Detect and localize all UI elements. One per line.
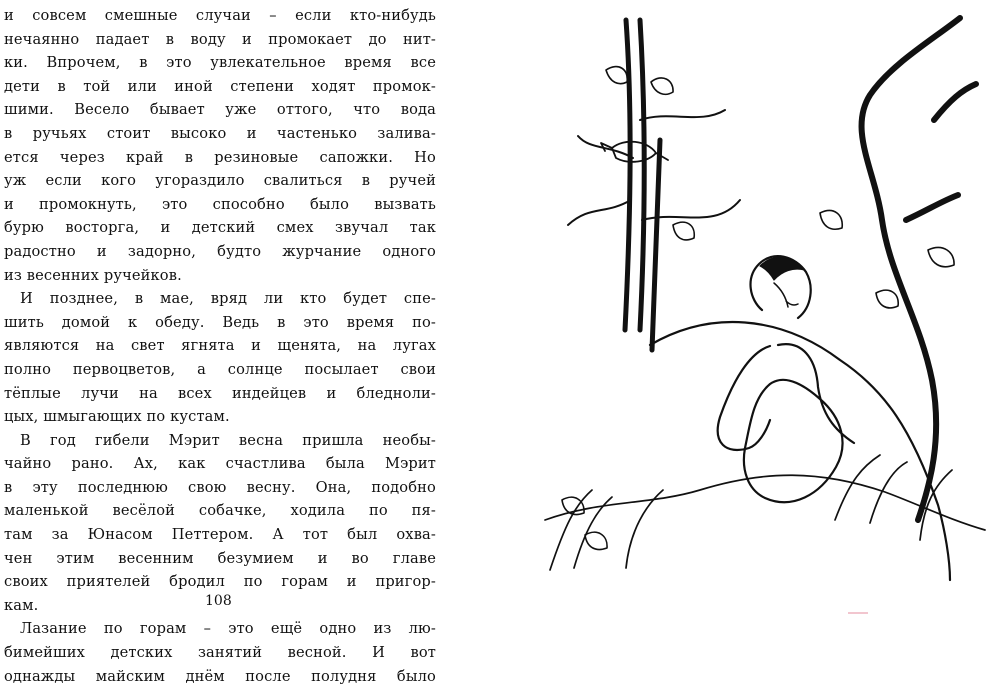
- boy-face: [774, 283, 798, 307]
- text-line: являются на свет ягнята и щенята, на лугах: [4, 337, 436, 355]
- text-line: нечаянно падает в воду и промокает до нит-: [4, 30, 436, 48]
- text-line: и совсем смешные случаи – если кто-нибудь: [4, 7, 436, 24]
- text-line: цых, шмыгающих по кустам.: [4, 408, 230, 426]
- text-line: ки. Впрочем, в это увлекательное время все: [4, 54, 436, 72]
- text-line: своих приятелей бродил по горам и пригор-: [4, 573, 436, 591]
- text-line: полно первоцветов, а солнце посылает свои: [4, 360, 436, 378]
- page-number: 108: [205, 593, 232, 609]
- boy-hair: [760, 257, 805, 280]
- book-text-column: [4, 4, 436, 688]
- boy-in-forest-illustration: [530, 0, 991, 618]
- paragraph-start-line: И позднее, в мае, вряд ли кто будет спе-: [20, 290, 436, 308]
- text-line: чайно рано. Ах, как счастлива была Мэрит: [4, 455, 436, 473]
- text-line: однажды майским днём после полудня было: [4, 667, 436, 685]
- scan-mark: [848, 612, 868, 614]
- crooked-right-trunk: [862, 18, 976, 520]
- tall-thin-trunk: [625, 20, 660, 350]
- text-line: кам.: [4, 596, 39, 614]
- text-line: бимейших детских занятий весной. И вот: [4, 644, 436, 662]
- text-line: шими. Весело бывает уже оттого, что вода: [4, 101, 436, 119]
- hill-outline: [650, 322, 950, 580]
- text-line: в ручьях стоит высоко и частенько залива-: [4, 124, 436, 142]
- text-line: в эту последнюю свою весну. Она, подобно: [4, 478, 436, 496]
- boy-figure: [718, 256, 854, 502]
- grass-and-plants: [550, 455, 952, 570]
- text-line: ется через край в резиновые сапожки. Но: [4, 148, 436, 166]
- text-line: дети в той или иной степени ходят промок-: [4, 77, 436, 95]
- tree-branches: [568, 110, 740, 225]
- text-line: чен этим весенним безумием и во главе: [4, 549, 436, 567]
- text-line: маленькой весёлой собачке, ходила по пя-: [4, 502, 436, 520]
- text-line: радостно и задорно, будто журчание одного: [4, 242, 436, 260]
- paragraph-start-line: В год гибели Мэрит весна пришла необы-: [20, 431, 436, 449]
- text-line: из весенних ручейков.: [4, 266, 182, 284]
- text-line: уж если кого угораздило свалиться в ручей: [4, 172, 436, 190]
- text-line: и промокнуть, это способно было вызвать: [4, 195, 436, 213]
- text-line: бурю восторга, и детский смех звучал так: [4, 219, 436, 237]
- text-line: там за Юнасом Петтером. А тот был охва-: [4, 526, 436, 544]
- paragraph-start-line: Лазание по горам – это ещё одно из лю-: [20, 620, 436, 638]
- text-line: шить домой к обеду. Ведь в это время по-: [4, 313, 436, 331]
- text-line: тёплые лучи на всех индейцев и бледноли-: [4, 384, 436, 402]
